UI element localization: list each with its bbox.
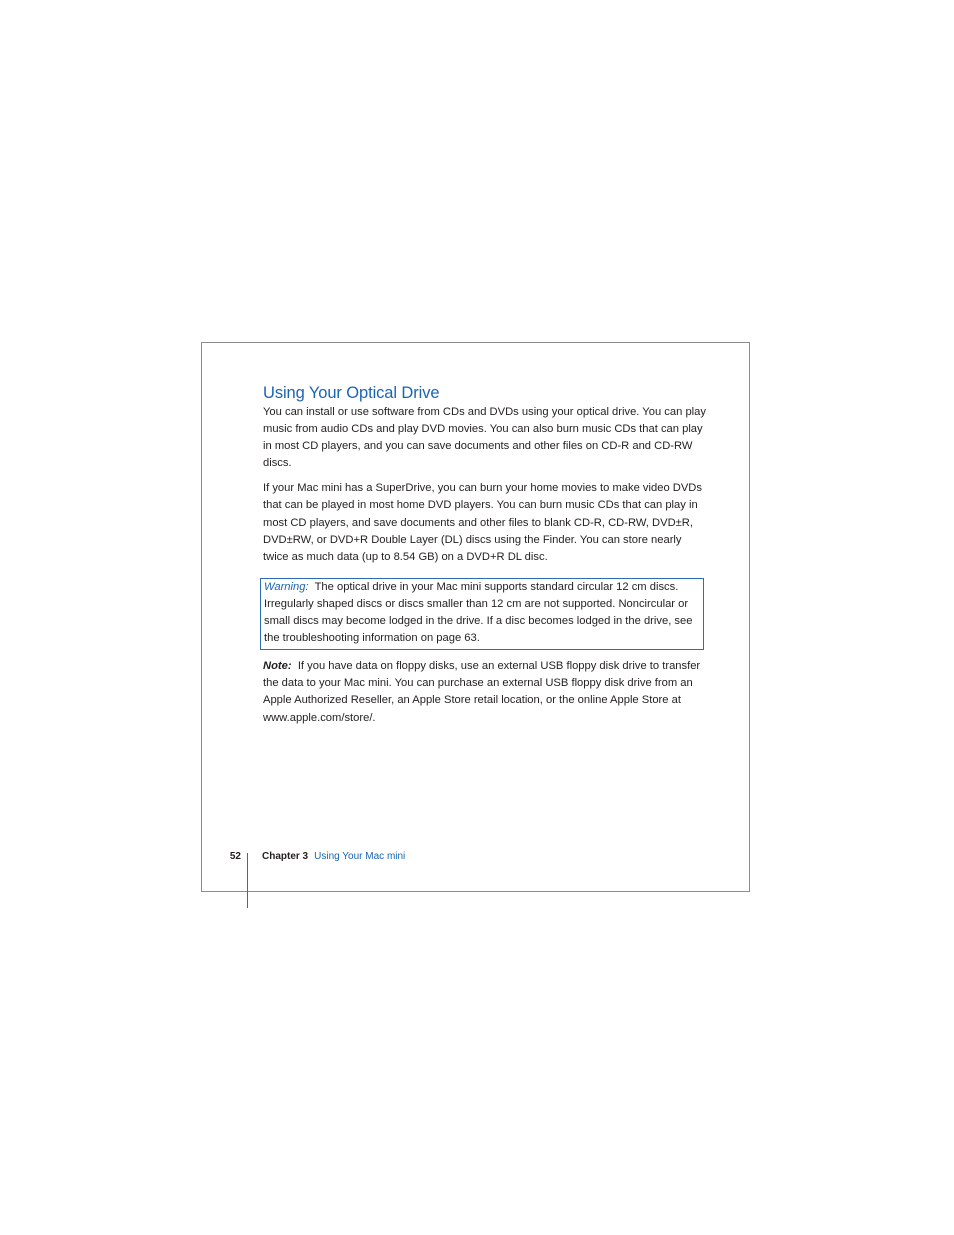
page-content [263, 382, 708, 727]
chapter-label: Chapter 3 [262, 851, 309, 862]
warning-text: The optical drive in your Mac mini supports standard circular 12 cm discs. Irregularly shaped discs or discs smaller than 12 cm are not supported. Noncircular or small discs may become lodged in the drive. If a disc becomes lodged in the drive, see the troubleshooting information on page 63. [264, 580, 693, 645]
warning-box [260, 578, 704, 650]
chapter-title: Using Your Mac mini [314, 851, 406, 862]
note-label: Note: [263, 660, 292, 673]
page-number: 52 [229, 851, 241, 862]
warning-paragraph [264, 579, 700, 647]
warning-label: Warning: [264, 580, 309, 593]
footer-chapter [262, 850, 405, 864]
footer-divider [247, 853, 248, 908]
section-heading: Using Your Optical Drive [263, 384, 440, 402]
note-block [263, 658, 708, 726]
note-text: If you have data on floppy disks, use an external USB floppy disk drive to transfer the data to your Mac mini. You can purchase an external USB floppy disk drive from an Apple Authorized Reseller, an Apple Store retail location, or the online Apple Store at www.apple.com/store/. [263, 660, 701, 724]
body-paragraph-2: If your Mac mini has a SuperDrive, you can burn your home movies to make video DVDs that can be played in most home DVD players. You can burn music CDs that can play in most CD players, and save documents and other files to blank CD-R, CD-RW, DVD±R, DVD±RW, or DVD+R Double Layer (DL) discs using the Finder. You can store nearly twice as much data (up to 8.54 GB) on a DVD+R DL disc. [263, 482, 702, 563]
note-paragraph [263, 658, 708, 726]
body-paragraph-1: You can install or use software from CDs and DVDs using your optical drive. You can play music from audio CDs and play DVD movies. You can also burn music CDs that can play in most CD players, and you can save documents and other files on CD-R and CD-RW discs. [263, 406, 706, 470]
